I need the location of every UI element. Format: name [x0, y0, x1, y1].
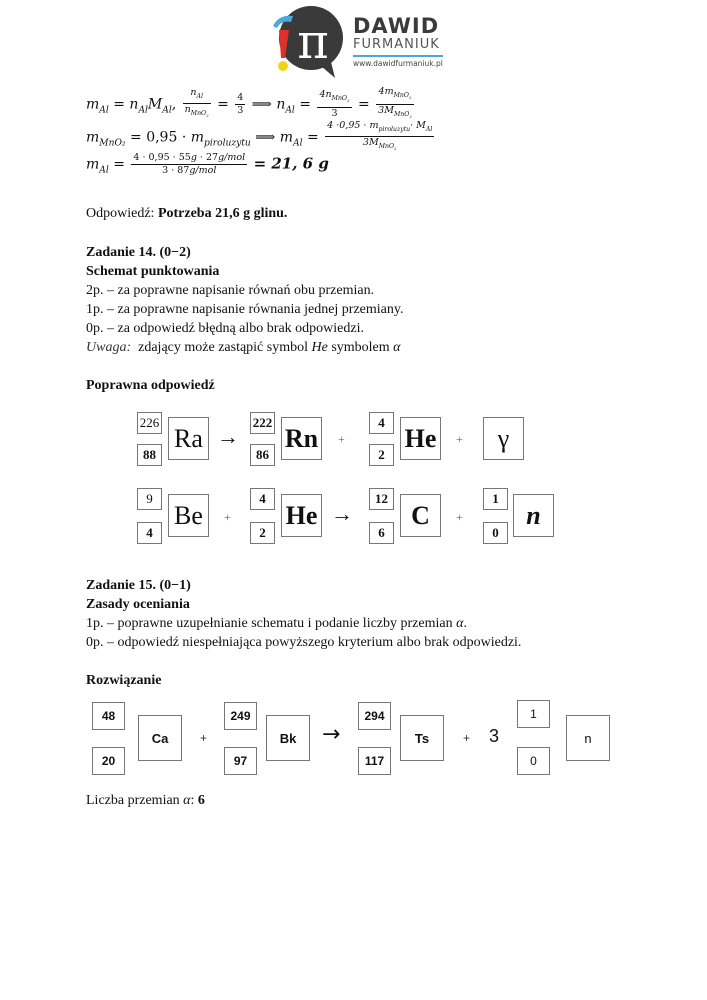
- alpha-count-line: Liczba przemian α: 6: [86, 793, 205, 808]
- element-box: Bk: [266, 715, 310, 761]
- formula-line-1: $m_{Al} = n_{Al}M_{Al}$, $\frac{n_{Al}}{n_{MnO_2}}$ = $\frac{4}{3}$ ⟹ $n_{Al}$ = $\frac{4n_{MnO_2}}{3}$ = $\frac{4m_{MnO_2}}{3M_{MnO_2}}$: [86, 86, 412, 120]
- element-box: n: [513, 494, 554, 537]
- solution-label: Rozwiązanie: [86, 673, 162, 688]
- atomic-number-box: 6: [369, 522, 394, 544]
- element-box: Rn: [281, 417, 322, 460]
- atomic-number-box: 0: [483, 522, 508, 544]
- task15-criterion: 1p. – poprawne uzupełnianie schematu i podanie liczby przemian α.: [86, 616, 467, 631]
- coefficient: 3: [489, 726, 500, 746]
- brand-name-first: DAWID: [353, 14, 440, 38]
- mass-number-box: 4: [369, 412, 394, 434]
- mass-number-box: 294: [358, 702, 391, 730]
- reaction-arrow-icon: →: [322, 722, 341, 747]
- svg-text:π: π: [297, 14, 329, 70]
- formula-line-2: $m_{MnO_2} = 0,95 \cdot m_{piroluzytu}$ ⟹ $m_{Al}$ = $\frac{4 \cdot 0,95 \cdot m_{piroluzytu}\cdot M_{Al}}{3M_{MnO_2}}$: [86, 120, 433, 152]
- mass-number-box: 9: [137, 488, 162, 510]
- mass-number-box: 4: [250, 488, 275, 510]
- atomic-number-box: 4: [137, 522, 162, 544]
- task14-criterion: 0p. – za odpowiedź błędną albo brak odpowiedzi.: [86, 321, 364, 336]
- task14-note: Uwaga: zdający może zastąpić symbol He symbolem α: [86, 340, 401, 355]
- reaction-arrow-icon: →: [331, 501, 353, 526]
- plus-sign: +: [224, 510, 231, 524]
- brand-logo: [265, 4, 465, 80]
- atomic-number-box: 20: [92, 747, 125, 775]
- task15-criterion: 0p. – odpowiedź niespełniająca powyższego kryterium albo brak odpowiedzi.: [86, 635, 522, 650]
- mass-number-box: 222: [250, 412, 275, 434]
- brand-underline: [353, 55, 443, 57]
- atomic-number-box: 0: [517, 747, 550, 775]
- element-box: Ts: [400, 715, 444, 761]
- task15-section: [86, 576, 521, 652]
- plus-sign: +: [456, 432, 463, 446]
- answer-line: [86, 204, 287, 223]
- plus-sign: +: [456, 510, 463, 524]
- element-box: He: [281, 494, 322, 537]
- element-box: Be: [168, 494, 209, 537]
- atomic-number-box: 97: [224, 747, 257, 775]
- task15-title: Zadanie 15. (0−1): [86, 578, 191, 593]
- atomic-number-box: 2: [250, 522, 275, 544]
- task14-section: [86, 243, 403, 357]
- atomic-number-box: 2: [369, 444, 394, 466]
- plus-sign: +: [200, 731, 208, 745]
- task14-subtitle: Schemat punktowania: [86, 264, 220, 279]
- task15-subtitle: Zasady oceniania: [86, 597, 190, 612]
- gamma-box: γ: [483, 417, 524, 460]
- task14-criterion: 2p. – za poprawne napisanie równań obu przemian.: [86, 283, 375, 298]
- mass-number-box: 1: [483, 488, 508, 510]
- task14-criterion: 1p. – za poprawne napisanie równania jednej przemiany.: [86, 302, 404, 317]
- element-box: n: [566, 715, 610, 761]
- task14-title: Zadanie 14. (0−2): [86, 245, 191, 260]
- brand-name-last: FURMANIUK: [353, 37, 440, 52]
- element-box: Ca: [138, 715, 182, 761]
- correct-answer-label: Poprawna odpowiedź: [86, 378, 215, 393]
- element-box: He: [400, 417, 441, 460]
- pi-logo-icon: [265, 4, 349, 80]
- formula-line-3: $m_{Al}$ = $\frac{\text{4 · 0,95 · 55g · 27g/mol}}{\text{3 · 87g/mol}}$ = 21, 6 g: [86, 152, 329, 176]
- mass-number-box: 249: [224, 702, 257, 730]
- formula-result: = 21, 6 g: [253, 154, 329, 173]
- plus-sign: +: [463, 731, 471, 745]
- mass-number-box: 12: [369, 488, 394, 510]
- element-box: C: [400, 494, 441, 537]
- answer-value: Potrzeba 21,6 g glinu.: [157, 206, 288, 221]
- brand-url: www.dawidfurmaniuk.pl: [353, 59, 443, 68]
- answer-label: Odpowiedź:: [86, 206, 155, 221]
- mass-number-box: 1: [517, 700, 550, 728]
- element-box: Ra: [168, 417, 209, 460]
- plus-sign: +: [338, 432, 345, 446]
- reaction-arrow-icon: →: [217, 424, 239, 449]
- mass-number-box: 48: [92, 702, 125, 730]
- alpha-count-value: 6: [197, 793, 205, 808]
- mass-number-box: 226: [137, 412, 162, 434]
- atomic-number-box: 117: [358, 747, 391, 775]
- atomic-number-box: 86: [250, 444, 275, 466]
- atomic-number-box: 88: [137, 444, 162, 466]
